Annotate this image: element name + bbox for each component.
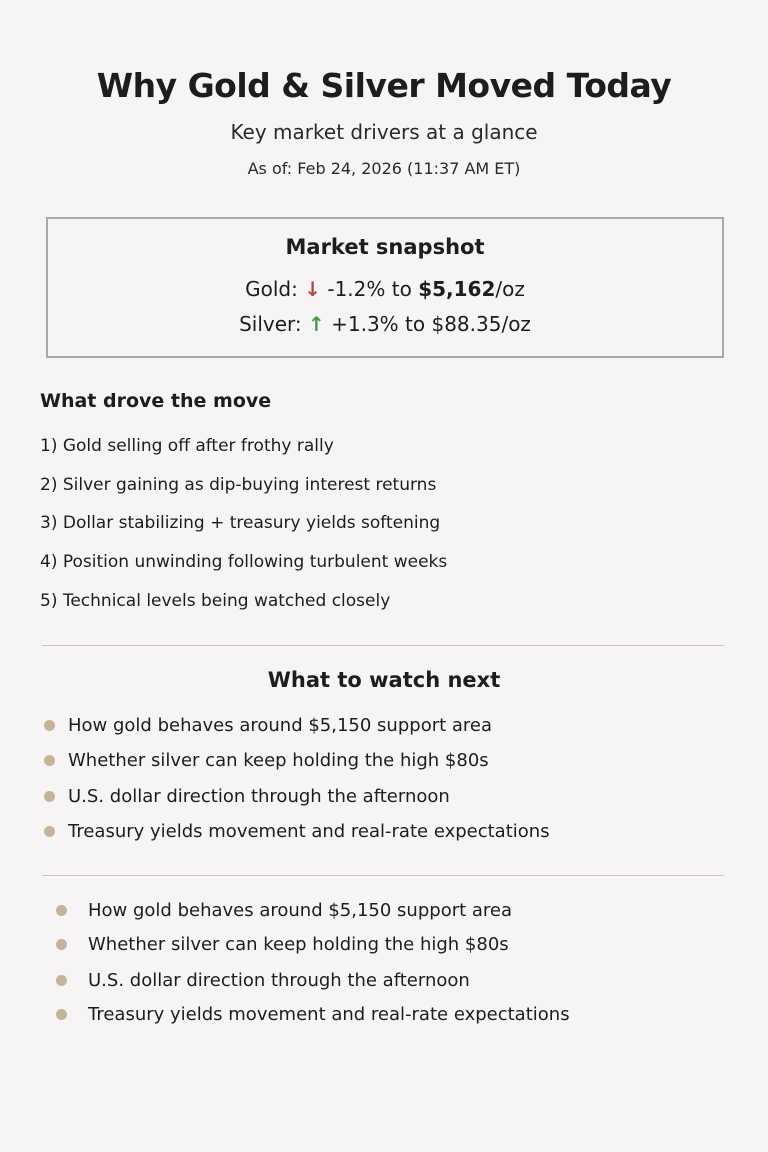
list-item: 2) Silver gaining as dip-buying interest returns — [40, 475, 437, 495]
silver-change: +1.3% to $88.35/oz — [331, 312, 531, 336]
list-item — [44, 821, 550, 842]
silver-snapshot — [48, 312, 722, 336]
list-item — [56, 900, 512, 921]
bullet-icon — [44, 755, 55, 766]
watch-heading: What to watch next — [267, 668, 501, 692]
bullet-icon — [56, 1009, 67, 1020]
list-item-text: Whether silver can keep holding the high $80s — [88, 934, 509, 955]
list-item-text: U.S. dollar direction through the afternoon — [68, 786, 450, 807]
arrow-down-icon: ↓ — [304, 277, 321, 301]
list-item-text: U.S. dollar direction through the afternoon — [88, 970, 470, 991]
list-item — [44, 715, 492, 736]
list-item: 1) Gold selling off after frothy rally — [40, 436, 334, 456]
list-item-text: How gold behaves around $5,150 support area — [88, 900, 513, 921]
list-item-text: How gold behaves around $5,150 support area — [68, 715, 493, 736]
gold-unit: /oz — [495, 277, 525, 301]
gold-label: Gold: — [245, 277, 298, 301]
as-of-timestamp: As of: Feb 24, 2026 (11:37 AM ET) — [247, 159, 521, 178]
bullet-icon — [44, 826, 55, 837]
bullet-icon — [56, 939, 67, 950]
page-subtitle: Key market drivers at a glance — [230, 120, 538, 144]
list-item-text: Treasury yields movement and real-rate expectations — [88, 1004, 570, 1025]
snapshot-heading: Market snapshot — [285, 235, 485, 259]
drivers-heading: What drove the move — [40, 390, 272, 412]
list-item — [56, 1004, 570, 1025]
list-item: 5) Technical levels being watched closely — [40, 591, 391, 611]
divider — [42, 875, 724, 876]
bullet-icon — [56, 905, 67, 916]
bullet-icon — [44, 720, 55, 731]
divider — [42, 645, 724, 646]
gold-snapshot — [48, 277, 722, 301]
list-item: 4) Position unwinding following turbulent weeks — [40, 552, 448, 572]
list-item-text: Whether silver can keep holding the high $80s — [68, 750, 489, 771]
arrow-up-icon: ↑ — [307, 312, 325, 336]
silver-label: Silver: — [239, 312, 302, 336]
market-snapshot-box — [46, 217, 724, 358]
bullet-icon — [44, 791, 55, 802]
list-item — [56, 934, 509, 955]
gold-change: -1.2% to — [327, 277, 412, 301]
list-item — [44, 786, 450, 807]
bullet-icon — [56, 975, 67, 986]
list-item — [56, 970, 470, 991]
list-item-text: Treasury yields movement and real-rate expectations — [68, 821, 550, 842]
gold-price: $5,162 — [418, 277, 496, 301]
list-item: 3) Dollar stabilizing + treasury yields softening — [40, 513, 441, 533]
page-title: Why Gold & Silver Moved Today — [96, 66, 672, 105]
list-item — [44, 750, 489, 771]
